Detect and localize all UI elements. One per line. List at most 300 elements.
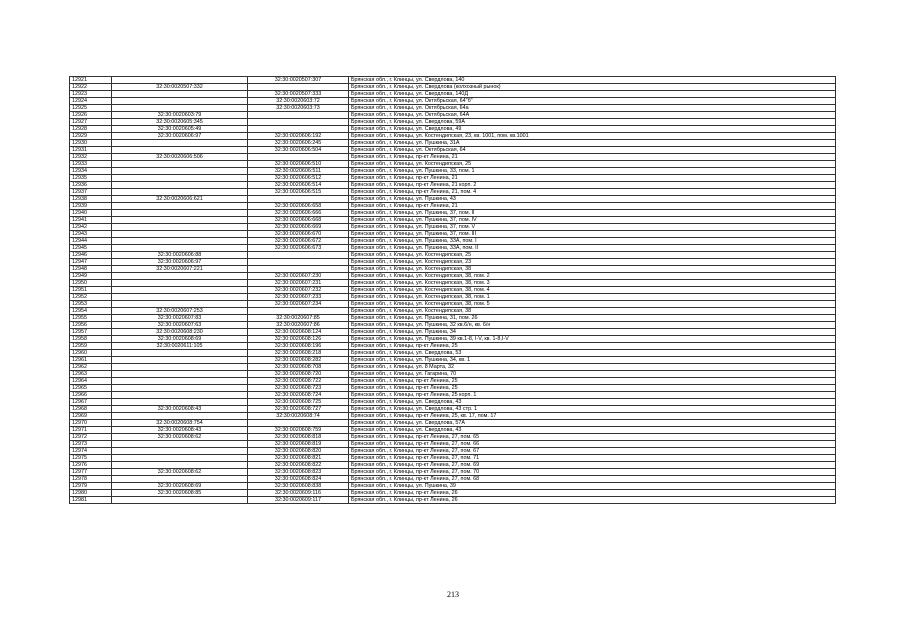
table-row: [70, 140, 836, 147]
table-row: [70, 490, 836, 497]
address-cell: Брянская обл., г. Клинцы, пр-кт Ленина, 25: [349, 385, 836, 392]
address-cell: Брянская обл., г. Клинцы, ул. Свердлова, 140Д: [349, 91, 836, 98]
table-row: [70, 154, 836, 161]
parcel-number-cell: [112, 77, 248, 84]
table-row: [70, 448, 836, 455]
object-number-cell: 32:30:0020606:512: [248, 175, 349, 182]
parcel-number-cell: 32:30:0020608:62: [112, 434, 248, 441]
table-row: [70, 469, 836, 476]
address-cell: Брянская обл., г. Клинцы, ул. Пушкина, 37, пом. III: [349, 231, 836, 238]
parcel-number-cell: [112, 105, 248, 112]
parcel-number-cell: [112, 140, 248, 147]
row-number-cell: 12935: [70, 175, 112, 182]
row-number-cell: 12939: [70, 203, 112, 210]
table-row: [70, 483, 836, 490]
row-number-cell: 12942: [70, 224, 112, 231]
parcel-number-cell: [112, 210, 248, 217]
parcel-number-cell: [112, 441, 248, 448]
object-number-cell: 32:30:0020603:72: [248, 98, 349, 105]
table-row: [70, 147, 836, 154]
table-row: [70, 126, 836, 133]
row-number-cell: 12937: [70, 189, 112, 196]
address-cell: Брянская обл., г. Клинцы, ул. 8 Марта, 32: [349, 364, 836, 371]
object-number-cell: 32:30:0020608:820: [248, 448, 349, 455]
object-number-cell: 32:30:0020607:234: [248, 301, 349, 308]
address-cell: Брянская обл., г. Клинцы, ул. Октябрьская, 64А: [349, 112, 836, 119]
object-number-cell: 32:30:0020606:511: [248, 168, 349, 175]
table-row: [70, 392, 836, 399]
parcel-number-cell: [112, 350, 248, 357]
parcel-number-cell: [112, 399, 248, 406]
address-cell: Брянская обл., г. Клинцы, ул. Пушкина, 39: [349, 483, 836, 490]
parcel-number-cell: 32:30:0020605:49: [112, 126, 248, 133]
row-number-cell: 12970: [70, 420, 112, 427]
parcel-number-cell: [112, 497, 248, 504]
parcel-number-cell: [112, 364, 248, 371]
object-number-cell: [248, 259, 349, 266]
table-row: [70, 203, 836, 210]
table-row: [70, 196, 836, 203]
row-number-cell: 12929: [70, 133, 112, 140]
parcel-number-cell: [112, 273, 248, 280]
parcel-number-cell: [112, 455, 248, 462]
table-row: [70, 294, 836, 301]
object-number-cell: 32:30:0020606:245: [248, 140, 349, 147]
parcel-number-cell: [112, 189, 248, 196]
table-row: [70, 406, 836, 413]
row-number-cell: 12978: [70, 476, 112, 483]
address-cell: Брянская обл., г. Клинцы, ул. Пушкина, 33А, пом. I: [349, 238, 836, 245]
address-cell: Брянская обл., г. Клинцы, ул. Свердлова, 57А: [349, 420, 836, 427]
parcel-number-cell: [112, 245, 248, 252]
address-cell: Брянская обл., г. Клинцы, пр-кт Ленина, 27, пом. 70: [349, 469, 836, 476]
table-row: [70, 273, 836, 280]
table-row: [70, 84, 836, 91]
object-number-cell: 32:30:0020608:708: [248, 364, 349, 371]
parcel-number-cell: [112, 224, 248, 231]
address-cell: Брянская обл., г. Клинцы, пр-кт Ленина, 21: [349, 203, 836, 210]
table-row: [70, 497, 836, 504]
address-cell: Брянская обл., г. Клинцы, пр-кт Ленина, 25, кв. 17, пом. 17: [349, 413, 836, 420]
parcel-number-cell: [112, 168, 248, 175]
table-row: [70, 112, 836, 119]
object-number-cell: 32:30:0020606:504: [248, 147, 349, 154]
address-cell: Брянская обл., г. Клинцы, пр-кт Ленина, 25: [349, 378, 836, 385]
object-number-cell: [248, 84, 349, 91]
address-cell: Брянская обл., г. Клинцы, ул. Костендипская, 23: [349, 259, 836, 266]
address-cell: Брянская обл., г. Клинцы, пр-кт Ленина, 21 корп. 2: [349, 182, 836, 189]
table-row: [70, 413, 836, 420]
address-cell: Брянская обл., г. Клинцы, ул. Пушкина, 37, пом. IV: [349, 217, 836, 224]
parcel-number-cell: [112, 231, 248, 238]
address-cell: Брянская обл., г. Клинцы, ул. Свердлова, 43: [349, 399, 836, 406]
address-cell: Брянская обл., г. Клинцы, пр-кт Ленина, 27, пом. 67: [349, 448, 836, 455]
parcel-number-cell: [112, 462, 248, 469]
parcel-number-cell: [112, 413, 248, 420]
object-number-cell: 32:30:0020608:838: [248, 483, 349, 490]
parcel-number-cell: 32:30:0020607:83: [112, 315, 248, 322]
address-cell: Брянская обл., г. Клинцы, ул. Пушкина, 33А, пом. II: [349, 245, 836, 252]
row-number-cell: 12950: [70, 280, 112, 287]
row-number-cell: 12961: [70, 357, 112, 364]
row-number-cell: 12963: [70, 371, 112, 378]
address-cell: Брянская обл., г. Клинцы, ул. Гагарина, 70: [349, 371, 836, 378]
parcel-number-cell: [112, 161, 248, 168]
row-number-cell: 12938: [70, 196, 112, 203]
table-row: [70, 371, 836, 378]
address-cell: Брянская обл., г. Клинцы, ул. Пушкина, 31, пом. 26: [349, 315, 836, 322]
parcel-number-cell: 32:30:0020607:253: [112, 308, 248, 315]
address-cell: Брянская обл., г. Клинцы, ул. Костендипская, 25: [349, 161, 836, 168]
address-cell: Брянская обл., г. Клинцы, ул. Пушкина, 39 кв.1-8, I-V, кв. 1-8,I-V: [349, 336, 836, 343]
parcel-number-cell: [112, 98, 248, 105]
object-number-cell: [248, 266, 349, 273]
parcel-number-cell: [112, 287, 248, 294]
parcel-number-cell: 32:30:0020608:85: [112, 490, 248, 497]
address-cell: Брянская обл., г. Клинцы, пр-кт Ленина, 27, пом. 68: [349, 476, 836, 483]
address-cell: Брянская обл., г. Клинцы, ул. Пушкина, 43: [349, 196, 836, 203]
row-number-cell: 12969: [70, 413, 112, 420]
object-number-cell: [248, 420, 349, 427]
object-number-cell: 32:30:0020607:86: [248, 322, 349, 329]
row-number-cell: 12931: [70, 147, 112, 154]
parcel-number-cell: [112, 378, 248, 385]
object-number-cell: 32:30:0020607:85: [248, 315, 349, 322]
object-number-cell: 32:30:0020608:824: [248, 476, 349, 483]
table-row: [70, 350, 836, 357]
row-number-cell: 12945: [70, 245, 112, 252]
row-number-cell: 12962: [70, 364, 112, 371]
object-number-cell: 32:30:0020606:669: [248, 224, 349, 231]
parcel-number-cell: [112, 301, 248, 308]
address-cell: Брянская обл., г. Клинцы, ул. Костендипская, 38, пом. 2: [349, 273, 836, 280]
object-number-cell: 32:30:0020609:117: [248, 497, 349, 504]
row-number-cell: 12934: [70, 168, 112, 175]
table-row: [70, 336, 836, 343]
address-cell: Брянская обл., г. Клинцы, ул. Костендипская, 38, пом. 4: [349, 287, 836, 294]
row-number-cell: 12944: [70, 238, 112, 245]
object-number-cell: 32:30:0020608:821: [248, 455, 349, 462]
address-cell: Брянская обл., г. Клинцы, ул. Октябрьская, 64а: [349, 105, 836, 112]
object-number-cell: [248, 252, 349, 259]
address-cell: Брянская обл., г. Клинцы, ул. Пушкина, 37, пом. V: [349, 224, 836, 231]
parcel-number-cell: [112, 182, 248, 189]
table-row: [70, 98, 836, 105]
parcel-number-cell: 32:30:0020608:69: [112, 483, 248, 490]
row-number-cell: 12979: [70, 483, 112, 490]
address-cell: Брянская обл., г. Клинцы, ул. Октябрьская, 64"б": [349, 98, 836, 105]
row-number-cell: 12926: [70, 112, 112, 119]
object-number-cell: 32:30:0020606:192: [248, 133, 349, 140]
address-cell: Брянская обл., г. Клинцы, ул. Костендипская, 38, пом. 5: [349, 301, 836, 308]
parcel-number-cell: [112, 238, 248, 245]
parcel-number-cell: 32:30:0020608:62: [112, 469, 248, 476]
address-cell: Брянская обл., г. Клинцы, ул. Пушкина, 34, кв. 1: [349, 357, 836, 364]
parcel-number-cell: [112, 371, 248, 378]
address-cell: Брянская обл., г. Клинцы, ул. Пушкина, 31А: [349, 140, 836, 147]
address-cell: Брянская обл., г. Клинцы, ул. Свердлова, 49: [349, 126, 836, 133]
object-number-cell: 32:30:0020608:720: [248, 371, 349, 378]
parcel-number-cell: [112, 385, 248, 392]
table-row: [70, 308, 836, 315]
table-row: [70, 231, 836, 238]
parcel-number-cell: 32:30:0020608:69: [112, 336, 248, 343]
table-row: [70, 476, 836, 483]
row-number-cell: 12922: [70, 84, 112, 91]
row-number-cell: 12976: [70, 462, 112, 469]
address-cell: Брянская обл., г. Клинцы, пр-кт Ленина, 27, пом. 69: [349, 462, 836, 469]
object-number-cell: 32:30:0020606:510: [248, 161, 349, 168]
parcel-number-cell: 32:30:0020608:43: [112, 406, 248, 413]
parcel-number-cell: 32:30:0020606:97: [112, 259, 248, 266]
table-row: [70, 427, 836, 434]
row-number-cell: 12973: [70, 441, 112, 448]
address-cell: Брянская обл., г. Клинцы, ул. Пушкина, 37, пом. II: [349, 210, 836, 217]
table-row: [70, 455, 836, 462]
table-row: [70, 364, 836, 371]
object-number-cell: 32:30:0020608:126: [248, 336, 349, 343]
object-number-cell: 32:30:0020608:759: [248, 427, 349, 434]
table-row: [70, 322, 836, 329]
address-cell: Брянская обл., г. Клинцы, ул. Пушкина, 34: [349, 329, 836, 336]
row-number-cell: 12924: [70, 98, 112, 105]
table-row: [70, 434, 836, 441]
object-number-cell: 32:30:0020608:218: [248, 350, 349, 357]
parcel-number-cell: [112, 147, 248, 154]
table-row: [70, 329, 836, 336]
address-cell: Брянская обл., г. Клинцы, ул. Костендипская, 38: [349, 266, 836, 273]
object-number-cell: 32:30:0020606:672: [248, 238, 349, 245]
row-number-cell: 12932: [70, 154, 112, 161]
row-number-cell: 12966: [70, 392, 112, 399]
row-number-cell: 12943: [70, 231, 112, 238]
address-cell: Брянская обл., г. Клинцы, ул. Свердлова, 53: [349, 350, 836, 357]
object-number-cell: 32:30:0020608:725: [248, 399, 349, 406]
object-number-cell: 32:30:0020603:73: [248, 105, 349, 112]
table-row: [70, 210, 836, 217]
object-number-cell: 32:30:0020507:333: [248, 91, 349, 98]
table-row: [70, 238, 836, 245]
row-number-cell: 12928: [70, 126, 112, 133]
address-cell: Брянская обл., г. Клинцы, пр-кт Ленина, 27, пом. 71: [349, 455, 836, 462]
row-number-cell: 12936: [70, 182, 112, 189]
row-number-cell: 12974: [70, 448, 112, 455]
object-number-cell: 32:30:0020606:658: [248, 203, 349, 210]
row-number-cell: 12959: [70, 343, 112, 350]
parcel-number-cell: [112, 357, 248, 364]
object-number-cell: 32:30:0020608:822: [248, 462, 349, 469]
row-number-cell: 12941: [70, 217, 112, 224]
address-cell: Брянская обл., г. Клинцы, ул. Свердлова, 43: [349, 427, 836, 434]
address-cell: Брянская обл., г. Клинцы, ул. Свердлова, 140: [349, 77, 836, 84]
row-number-cell: 12964: [70, 378, 112, 385]
row-number-cell: 12955: [70, 315, 112, 322]
object-number-cell: [248, 119, 349, 126]
object-number-cell: 32:30:0020609:116: [248, 490, 349, 497]
table-row: [70, 378, 836, 385]
parcel-number-cell: 32:30:0020507:332: [112, 84, 248, 91]
address-cell: Брянская обл., г. Клинцы, ул. Пушкина, 32 кв.6/н, кв. 6/н: [349, 322, 836, 329]
table-row: [70, 287, 836, 294]
table-row: [70, 266, 836, 273]
object-number-cell: 32:30:0020507:307: [248, 77, 349, 84]
parcel-number-cell: 32:30:0020606:506: [112, 154, 248, 161]
parcel-number-cell: 32:30:0020608:754: [112, 420, 248, 427]
table-row: [70, 252, 836, 259]
object-number-cell: 32:30:0020608:282: [248, 357, 349, 364]
object-number-cell: 32:30:0020607:231: [248, 280, 349, 287]
object-number-cell: 32:30:0020606:668: [248, 217, 349, 224]
parcel-number-cell: 32:30:0020611:105: [112, 343, 248, 350]
address-cell: Брянская обл., г. Клинцы, ул. Костендипская, 23, кв. 1001, пом. кв.1001: [349, 133, 836, 140]
object-number-cell: 32:30:0020606:514: [248, 182, 349, 189]
address-cell: Брянская обл., г. Клинцы, пр-кт Ленина, 21: [349, 154, 836, 161]
table-row: [70, 105, 836, 112]
parcel-number-cell: 32:30:0020606:97: [112, 133, 248, 140]
table-row: [70, 161, 836, 168]
object-number-cell: [248, 154, 349, 161]
row-number-cell: 12980: [70, 490, 112, 497]
table-row: [70, 77, 836, 84]
object-number-cell: 32:30:0020608:723: [248, 385, 349, 392]
row-number-cell: 12965: [70, 385, 112, 392]
object-number-cell: 32:30:0020606:515: [248, 189, 349, 196]
register-table-body: [70, 77, 836, 504]
address-cell: Брянская обл., г. Клинцы, ул. Свердлова (колхозный рынок): [349, 84, 836, 91]
object-number-cell: [248, 112, 349, 119]
table-row: [70, 385, 836, 392]
parcel-number-cell: 32:30:0020606:621: [112, 196, 248, 203]
parcel-number-cell: [112, 294, 248, 301]
row-number-cell: 12957: [70, 329, 112, 336]
row-number-cell: 12956: [70, 322, 112, 329]
address-cell: Брянская обл., г. Клинцы, пр-кт Ленина, 26: [349, 490, 836, 497]
address-cell: Брянская обл., г. Клинцы, пр-кт Ленина, 25: [349, 343, 836, 350]
object-number-cell: 32:30:0020606:666: [248, 210, 349, 217]
object-number-cell: 32:30:0020608:818: [248, 434, 349, 441]
table-row: [70, 343, 836, 350]
table-row: [70, 441, 836, 448]
parcel-number-cell: [112, 217, 248, 224]
object-number-cell: 32:30:0020607:230: [248, 273, 349, 280]
object-number-cell: 32:30:0020608:727: [248, 406, 349, 413]
row-number-cell: 12975: [70, 455, 112, 462]
table-row: [70, 357, 836, 364]
object-number-cell: [248, 308, 349, 315]
row-number-cell: 12977: [70, 469, 112, 476]
row-number-cell: 12951: [70, 287, 112, 294]
row-number-cell: 12953: [70, 301, 112, 308]
row-number-cell: 12927: [70, 119, 112, 126]
table-row: [70, 182, 836, 189]
address-cell: Брянская обл., г. Клинцы, пр-кт Ленина, 27, пом. 66: [349, 441, 836, 448]
object-number-cell: 32:30:0020606:673: [248, 245, 349, 252]
object-number-cell: 32:30:0020608:724: [248, 392, 349, 399]
address-cell: Брянская обл., г. Клинцы, ул. Свердлова, 59А: [349, 119, 836, 126]
object-number-cell: 32:30:0020608:196: [248, 343, 349, 350]
object-number-cell: 32:30:0020608:819: [248, 441, 349, 448]
table-row: [70, 119, 836, 126]
table-row: [70, 91, 836, 98]
page-number: 213: [447, 590, 459, 599]
parcel-number-cell: [112, 448, 248, 455]
object-number-cell: [248, 196, 349, 203]
row-number-cell: 12968: [70, 406, 112, 413]
table-row: [70, 224, 836, 231]
address-cell: Брянская обл., г. Клинцы, ул. Костендипская, 38, пом. 1: [349, 294, 836, 301]
table-row: [70, 280, 836, 287]
row-number-cell: 12958: [70, 336, 112, 343]
table-row: [70, 301, 836, 308]
row-number-cell: 12940: [70, 210, 112, 217]
object-number-cell: 32:30:0020608:823: [248, 469, 349, 476]
table-row: [70, 175, 836, 182]
parcel-number-cell: [112, 476, 248, 483]
object-number-cell: 32:30:0020608:722: [248, 378, 349, 385]
table-row: [70, 315, 836, 322]
table-row: [70, 168, 836, 175]
parcel-number-cell: [112, 175, 248, 182]
parcel-number-cell: 32:30:0020605:345: [112, 119, 248, 126]
address-cell: Брянская обл., г. Клинцы, ул. Октябрьская, 64: [349, 147, 836, 154]
object-number-cell: [248, 126, 349, 133]
row-number-cell: 12981: [70, 497, 112, 504]
row-number-cell: 12952: [70, 294, 112, 301]
table-row: [70, 399, 836, 406]
row-number-cell: 12972: [70, 434, 112, 441]
parcel-number-cell: [112, 280, 248, 287]
object-number-cell: 32:30:0020606:670: [248, 231, 349, 238]
table-row: [70, 133, 836, 140]
row-number-cell: 12923: [70, 91, 112, 98]
object-number-cell: 32:30:0020607:232: [248, 287, 349, 294]
address-cell: Брянская обл., г. Клинцы, пр-кт Ленина, 25 корп. 1: [349, 392, 836, 399]
address-cell: Брянская обл., г. Клинцы, ул. Пушкина, 33, пом. 1: [349, 168, 836, 175]
table-row: [70, 420, 836, 427]
row-number-cell: 12948: [70, 266, 112, 273]
row-number-cell: 12971: [70, 427, 112, 434]
row-number-cell: 12933: [70, 161, 112, 168]
parcel-number-cell: 32:30:0020606:88: [112, 252, 248, 259]
address-cell: Брянская обл., г. Клинцы, ул. Костендипская, 38: [349, 308, 836, 315]
address-cell: Брянская обл., г. Клинцы, пр-кт Ленина, 27, пом. 65: [349, 434, 836, 441]
table-row: [70, 189, 836, 196]
parcel-number-cell: [112, 392, 248, 399]
parcel-number-cell: 32:30:0020603:79: [112, 112, 248, 119]
register-table: [69, 76, 836, 504]
row-number-cell: 12960: [70, 350, 112, 357]
row-number-cell: 12949: [70, 273, 112, 280]
row-number-cell: 12921: [70, 77, 112, 84]
table-row: [70, 462, 836, 469]
address-cell: Брянская обл., г. Клинцы, пр-кт Ленина, 26: [349, 497, 836, 504]
row-number-cell: 12947: [70, 259, 112, 266]
table-row: [70, 217, 836, 224]
parcel-number-cell: 32:30:0020608:230: [112, 329, 248, 336]
parcel-number-cell: [112, 203, 248, 210]
row-number-cell: 12946: [70, 252, 112, 259]
parcel-number-cell: 32:30:0020608:43: [112, 427, 248, 434]
address-cell: Брянская обл., г. Клинцы, ул. Свердлова, 43 стр. 1: [349, 406, 836, 413]
parcel-number-cell: 32:30:0020607:221: [112, 266, 248, 273]
address-cell: Брянская обл., г. Клинцы, пр-кт Ленина, 21: [349, 175, 836, 182]
address-cell: Брянская обл., г. Клинцы, ул. Костендипская, 25: [349, 252, 836, 259]
object-number-cell: 32:30:0020607:233: [248, 294, 349, 301]
object-number-cell: 32:30:0020608:74: [248, 413, 349, 420]
address-cell: Брянская обл., г. Клинцы, пр-кт Ленина, 21, пом. 4: [349, 189, 836, 196]
row-number-cell: 12925: [70, 105, 112, 112]
parcel-number-cell: 32:30:0020607:63: [112, 322, 248, 329]
